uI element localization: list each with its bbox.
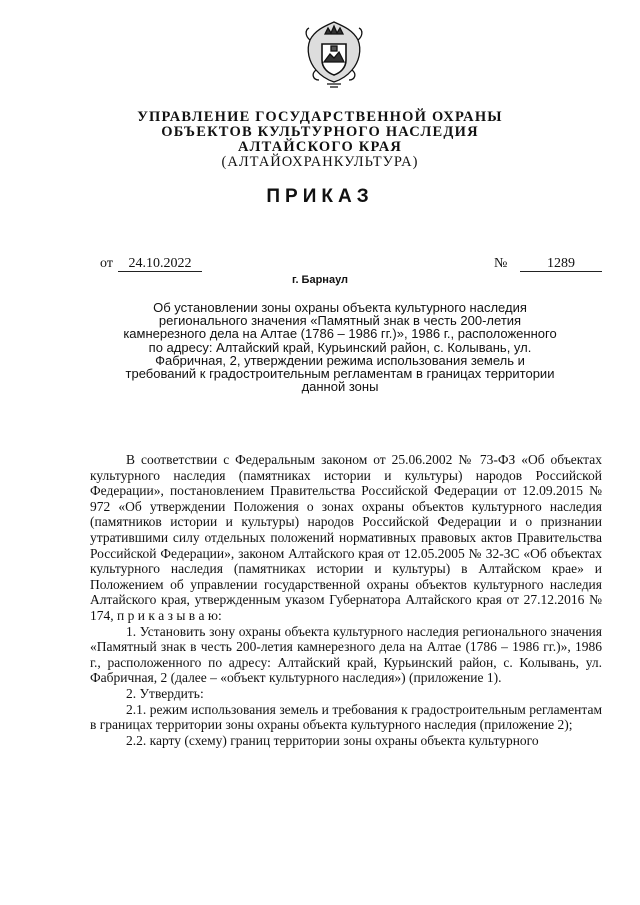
order-number: 1289: [520, 256, 602, 272]
order-date: 24.10.2022: [118, 256, 202, 272]
order-body: [90, 452, 602, 748]
org-name-line-3: АЛТАЙСКОГО КРАЯ: [237, 139, 403, 155]
number-prefix: №: [494, 256, 508, 271]
order-subject: Об установлении зоны охраны объекта культурного наследия регионального значения «Памятный знак в честь 200-летия камнерезного дела на Алтае (1786 – 1986 гг.)», 1986 г., расположенного по адресу: Алтайский край, Курьинский район, с. Колывань, ул. Фабричная, 2, утверждении режима использования земель и требований к градостроительным регламентам в границах территории данной зоны: [123, 300, 557, 395]
item-2-2-paragraph: 2.2. карту (схему) границ территории зоны охраны объекта культурного: [126, 732, 539, 748]
org-short-name: (АЛТАЙОХРАНКУЛЬТУРА): [221, 154, 419, 170]
item-2-1-paragraph: 2.1. режим использования земель и требования к градостроительным регламентам в границах территории зоны охраны объекта культурного наследия (приложение 2);: [90, 701, 602, 733]
org-name-line-2: ОБЪЕКТОВ КУЛЬТУРНОГО НАСЛЕДИЯ: [161, 124, 479, 140]
item-2-paragraph: 2. Утвердить:: [126, 685, 204, 701]
preamble-paragraph: В соответствии с Федеральным законом от 25.06.2002 № 73-ФЗ «Об объектах культурного наследия (памятниках истории и культуры) народов Российской Федерации», постановлением Правительства Российской Федерации от 12.09.2015 № 972 «Об утверждении Положения о зонах охраны объектов культурного наследия (памятников истории и культуры) народов Российской Федерации и о признании утратившими силу отдельных положений нормативных правовых актов Правительства Российской Федерации», законом Алтайского края от 12.05.2005 № 32-ЗС «Об объектах культурного наследия (памятниках истории и культуры) в Алтайском крае» и Положением об управлении государственной охраны объектов культурного наследия Алтайского края, утвержденным указом Губернатора Алтайского края от 27.12.2016 № 174, п р и к а з ы в а ю:: [90, 452, 602, 623]
city-name: г. Барнаул: [291, 274, 349, 286]
org-name-line-1: УПРАВЛЕНИЕ ГОСУДАРСТВЕННОЙ ОХРАНЫ: [137, 109, 503, 125]
date-prefix: от: [100, 256, 113, 271]
item-1-paragraph: 1. Установить зону охраны объекта культурного наследия регионального значения «Памятный знак в честь 200-летия камнерезного дела на Алтае (1786 – 1986 гг.)», 1986 г., расположенного по адресу: Алтайский край, Курьинский район, с. Колывань, ул. Фабричная, 2 (далее – «объект культурного наследия») (приложение 1).: [90, 623, 602, 686]
coat-of-arms-emblem: [301, 16, 367, 90]
document-type-title: ПРИКАЗ: [266, 186, 374, 207]
